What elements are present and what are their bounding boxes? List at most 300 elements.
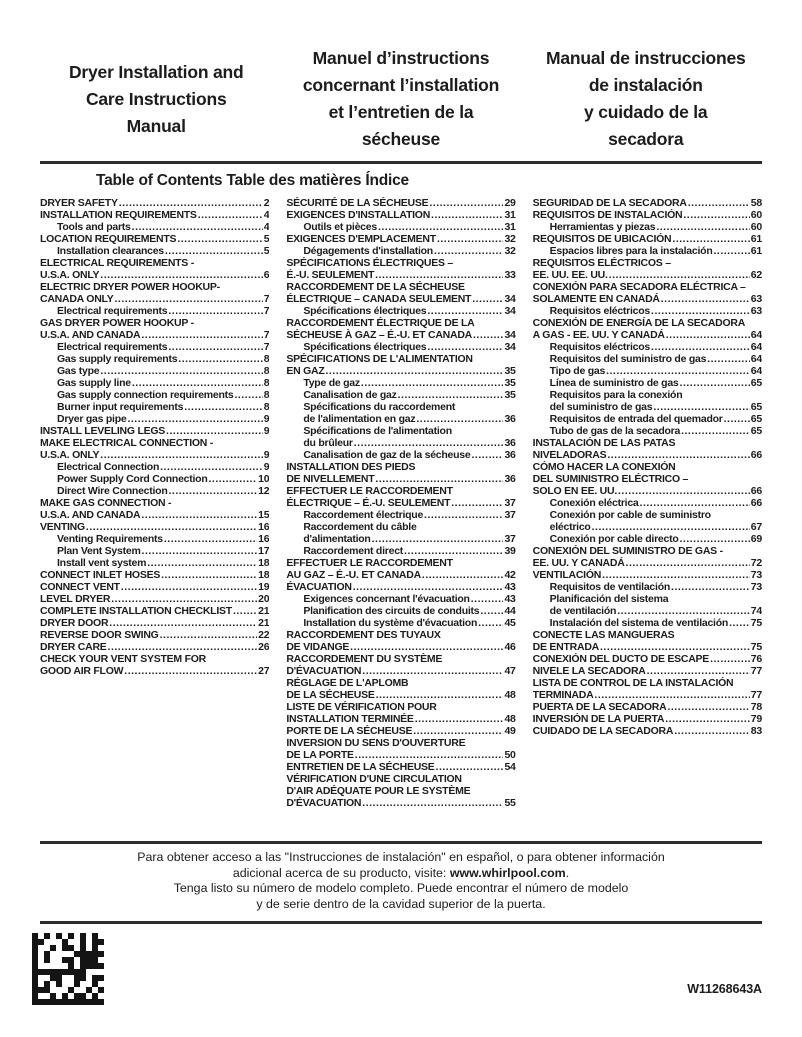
toc-entry-label: Venting Requirements (57, 533, 163, 545)
toc-entry-label: PORTE DE LA SÉCHEUSE (286, 725, 413, 737)
toc-leader-dots (609, 269, 750, 281)
toc-entry (533, 473, 762, 485)
toc-leader-dots (413, 725, 503, 737)
toc-entry-label: RACCORDEMENT DE LA SÉCHEUSE (286, 281, 465, 293)
toc-entry-page: 4 (263, 209, 270, 221)
toc-entry-page: 66 (750, 449, 762, 461)
toc-entry-label: SÉCURITÉ DE LA SÉCHEUSE (286, 197, 429, 209)
toc-leader-dots (178, 353, 262, 365)
toc-leader-dots (680, 533, 750, 545)
toc-leader-dots (354, 437, 504, 449)
toc-entry-page: 29 (504, 197, 516, 209)
toc-entry (286, 773, 515, 785)
toc-entry-label: ELECTRICAL REQUIREMENTS - (40, 257, 194, 269)
toc-entry-page: 62 (750, 269, 762, 281)
toc-entry (286, 209, 515, 221)
toc-entry-page: 18 (258, 557, 270, 569)
toc-leader-dots (100, 365, 262, 377)
toc-entry-page: 35 (504, 389, 516, 401)
toc-entry (286, 449, 515, 461)
toc-entry-label: INSTALACIÓN DE LAS PATAS (532, 437, 676, 449)
toc-entry (533, 533, 762, 545)
toc-entry-page: 64 (750, 353, 762, 365)
toc-entry-label: NIVELE LA SECADORA (532, 665, 646, 677)
notice-line: y de serie dentro de la cavidad superior de la puerta. (256, 896, 546, 911)
toc-leader-dots (656, 221, 749, 233)
toc-entry (40, 461, 269, 473)
title-line: concernant l’installation (302, 75, 500, 95)
spanish-access-notice (40, 844, 762, 921)
toc-entry-page: 15 (258, 509, 270, 521)
toc-entry-page: 37 (504, 533, 516, 545)
toc-entry (286, 461, 515, 473)
toc-entry-label: CONEXIÓN DE ENERGÍA DE LA SECADORA (532, 317, 746, 329)
toc-entry (40, 593, 269, 605)
toc-entry (533, 329, 762, 341)
toc-leader-dots (141, 329, 262, 341)
toc-entry (286, 281, 515, 293)
divider-notice-bottom (40, 921, 762, 924)
toc-entry-page: 7 (263, 293, 270, 305)
toc-entry (533, 701, 762, 713)
toc-entry (286, 425, 515, 437)
toc-entry (40, 413, 269, 425)
toc-entry-label: LOCATION REQUIREMENTS (40, 233, 177, 245)
toc-entry-page: 78 (750, 701, 762, 713)
toc-entry (533, 233, 762, 245)
data-matrix-barcode (32, 933, 104, 1005)
toc-entry-label: ÉLECTRIQUE – É.-U. SEULEMENT (286, 497, 451, 509)
toc-entry-label: Canalisation de gaz (303, 389, 397, 401)
toc-entry (40, 605, 269, 617)
toc-entry-page: 44 (504, 605, 516, 617)
toc-entry (40, 257, 269, 269)
toc-entry-label: É.-U. SEULEMENT (286, 269, 375, 281)
toc-leader-dots (427, 305, 503, 317)
toc-entry (40, 665, 269, 677)
toc-leader-dots (451, 497, 503, 509)
toc-entry-label: EFFECTUER LE RACCORDEMENT (286, 557, 453, 569)
toc-title: Table of Contents Table des matières Índice (96, 172, 409, 189)
toc-entry-page: 4 (263, 221, 270, 233)
toc-leader-dots (594, 689, 749, 701)
toc-entry-label: CONECTE LAS MANGUERAS (532, 629, 675, 641)
toc-entry-page: 77 (750, 689, 762, 701)
toc-entry-page: 18 (258, 569, 270, 581)
toc-entry (533, 677, 762, 689)
toc-leader-dots (607, 449, 749, 461)
toc-entry (286, 533, 515, 545)
toc-entry-page: 34 (504, 293, 516, 305)
title-line: y cuidado de la (584, 102, 708, 122)
toc-entry (286, 521, 515, 533)
toc-entry-label: Requisitos eléctricos (549, 305, 651, 317)
toc-entry-page: 60 (750, 221, 762, 233)
toc-entry-page: 9 (263, 425, 270, 437)
toc-leader-dots (111, 593, 257, 605)
toc-entry (286, 713, 515, 725)
toc-entry (286, 389, 515, 401)
toc-leader-dots (661, 293, 750, 305)
toc-entry-label: Gas supply line (57, 377, 131, 389)
toc-leader-dots (436, 761, 504, 773)
toc-column-spanish (533, 197, 762, 737)
toc-entry-label: CÓMO HACER LA CONEXIÓN (532, 461, 676, 473)
toc-leader-dots (362, 797, 503, 809)
toc-leader-dots (434, 245, 504, 257)
toc-entry (533, 377, 762, 389)
toc-entry-page: 34 (504, 305, 516, 317)
toc-entry-label: du brûleur (303, 437, 353, 449)
toc-entry-page: 10 (258, 473, 270, 485)
toc-entry-label: Install vent system (57, 557, 147, 569)
toc-leader-dots (177, 233, 262, 245)
toc-entry-page: 66 (750, 485, 762, 497)
toc-leader-dots (376, 689, 504, 701)
toc-entry (286, 269, 515, 281)
toc-entry-page: 2 (263, 197, 270, 209)
toc-entry-label: Spécifications électriques (303, 305, 427, 317)
toc-entry-page: 31 (504, 221, 516, 233)
toc-entry-label: VENTILACIÓN (532, 569, 602, 581)
toc-entry-label: AU GAZ – É.-U. ET CANADA (286, 569, 421, 581)
toc-entry (533, 593, 762, 605)
toc-leader-dots (353, 581, 504, 593)
toc-entry (533, 617, 762, 629)
toc-entry-label: LISTA DE CONTROL DE LA INSTALACIÓN (532, 677, 734, 689)
toc-entry (533, 221, 762, 233)
toc-entry (533, 581, 762, 593)
toc-entry-page: 65 (750, 401, 762, 413)
toc-entry (286, 749, 515, 761)
toc-leader-dots (141, 509, 257, 521)
toc-entry (286, 413, 515, 425)
toc-entry-label: Canalisation de gaz de la sécheuse (303, 449, 471, 461)
toc-entry-page: 34 (504, 341, 516, 353)
toc-leader-dots (121, 581, 257, 593)
toc-entry (533, 509, 762, 521)
toc-entry-label: INSTALLATION DES PIEDS (286, 461, 416, 473)
toc-entry (286, 557, 515, 569)
toc-leader-dots (127, 413, 262, 425)
toc-leader-dots (665, 713, 750, 725)
toc-leader-dots (108, 641, 258, 653)
toc-entry-label: Espacios libres para la instalación (549, 245, 713, 257)
toc-entry (533, 641, 762, 653)
title-line: Manuel d’instructions (312, 48, 490, 68)
toc-entry (286, 497, 515, 509)
toc-entry (286, 737, 515, 749)
title-french (282, 45, 519, 153)
toc-entry-label: Gas supply connection requirements (57, 389, 234, 401)
toc-entry-label: Raccordement direct (303, 545, 404, 557)
toc-entry (533, 269, 762, 281)
toc-entry-label: DE ENTRADA (532, 641, 599, 653)
toc-leader-dots (350, 641, 503, 653)
document-part-number: W11268643A (687, 982, 762, 997)
toc-leader-dots (165, 245, 263, 257)
toc-entry-label: DE VIDANGE (286, 641, 350, 653)
toc-entry-page: 67 (750, 521, 762, 533)
toc-leader-dots (132, 377, 263, 389)
toc-entry-label: EN GAZ (286, 365, 325, 377)
toc-leader-dots (375, 473, 503, 485)
toc-entry-page: 27 (258, 665, 270, 677)
toc-leader-dots (688, 197, 750, 209)
title-line: Dryer Installation and (68, 61, 244, 82)
toc-entry (40, 209, 269, 221)
toc-entry-page: 46 (504, 641, 516, 653)
toc-entry-label: U.S.A. ONLY (40, 269, 100, 281)
toc-entry-label: Requisitos de ventilación (549, 581, 671, 593)
toc-entry-label: Dégagements d'installation (303, 245, 433, 257)
toc-entry (40, 449, 269, 461)
toc-entry-page: 16 (258, 533, 270, 545)
toc-leader-dots (362, 665, 503, 677)
toc-entry (40, 329, 269, 341)
toc-entry-page: 6 (263, 269, 270, 281)
toc-entry-label: GOOD AIR FLOW (40, 665, 124, 677)
toc-entry-label: RÉGLAGE DE L'APLOMB (286, 677, 409, 689)
toc-entry-page: 65 (750, 377, 762, 389)
toc-entry-label: SOLO EN EE. UU. (532, 485, 618, 497)
toc-entry-label: INSTALLATION REQUIREMENTS (40, 209, 197, 221)
toc-entry-label: EE. UU. EE. UU. (532, 269, 608, 281)
toc-leader-dots (640, 497, 750, 509)
toc-entry (286, 365, 515, 377)
toc-entry-label: Conexión eléctrica (549, 497, 639, 509)
toc-entry-label: Gas supply requirements (57, 353, 178, 365)
toc-entry-page: 63 (750, 305, 762, 317)
toc-leader-dots (361, 377, 504, 389)
toc-entry-label: d'alimentation (303, 533, 371, 545)
toc-entry (533, 485, 762, 497)
toc-entry-page: 26 (258, 641, 270, 653)
toc-entry (533, 389, 762, 401)
toc-entry (286, 293, 515, 305)
toc-entry-label: Spécifications électriques (303, 341, 427, 353)
toc-leader-dots (666, 329, 750, 341)
toc-leader-dots (100, 449, 262, 461)
toc-leader-dots (681, 425, 750, 437)
toc-entry-page: 42 (504, 569, 516, 581)
toc-entry-label: EXIGENCES D'EMPLACEMENT (286, 233, 436, 245)
title-english (40, 59, 272, 140)
toc-entry (533, 245, 762, 257)
toc-leader-dots (671, 581, 750, 593)
toc-entry (286, 401, 515, 413)
toc-entry-page: 32 (504, 245, 516, 257)
toc-leader-dots (626, 557, 750, 569)
toc-entry-page: 65 (750, 413, 762, 425)
toc-entry (40, 317, 269, 329)
toc-entry-label: Installation clearances (57, 245, 164, 257)
toc-leader-dots (437, 233, 504, 245)
toc-entry-page: 8 (263, 401, 270, 413)
notice-line (40, 850, 762, 866)
toc-entry-page: 19 (258, 581, 270, 593)
toc-leader-dots (431, 209, 503, 221)
toc-entry-page: 75 (750, 617, 762, 629)
toc-entry-label: RACCORDEMENT DES TUYAUX (286, 629, 441, 641)
toc-entry-label: VÉRIFICATION D'UNE CIRCULATION (286, 773, 462, 785)
toc-entry (40, 557, 269, 569)
toc-entry-page: 50 (504, 749, 516, 761)
toc-entry-label: REVERSE DOOR SWING (40, 629, 159, 641)
toc-entry-page: 7 (263, 341, 270, 353)
toc-entry-page: 65 (750, 425, 762, 437)
notice-line (40, 866, 762, 882)
toc-entry-label: Electrical requirements (57, 341, 168, 353)
toc-entry (286, 761, 515, 773)
toc-entry-label: SPÉCIFICATIONS DE L'ALIMENTATION (286, 353, 473, 365)
title-line: secadora (608, 129, 684, 149)
toc-entry-label: CONEXIÓN DEL SUMINISTRO DE GAS - (532, 545, 723, 557)
toc-leader-dots (592, 521, 750, 533)
toc-leader-dots (119, 197, 263, 209)
toc-entry-page: 74 (750, 605, 762, 617)
toc-column-english (40, 197, 269, 677)
toc-entry (533, 437, 762, 449)
toc-entry (533, 317, 762, 329)
toc-entry-page: 47 (504, 665, 516, 677)
toc-leader-dots (161, 569, 257, 581)
toc-entry-label: del suministro de gas (549, 401, 653, 413)
toc-entry-page: 60 (750, 209, 762, 221)
toc-entry (286, 197, 515, 209)
toc-entry-label: SÉCHEUSE À GAZ – É.-U. ET CANADA (286, 329, 473, 341)
toc-entry-page: 9 (263, 461, 270, 473)
toc-entry (286, 341, 515, 353)
toc-entry-page: 21 (258, 617, 270, 629)
toc-entry-label: Requisitos de entrada del quemador (549, 413, 723, 425)
toc-entry-label: Tipo de gas (549, 365, 606, 377)
toc-entry-label: Planification des circuits de conduits (303, 605, 480, 617)
toc-entry (40, 293, 269, 305)
toc-entry (40, 653, 269, 665)
toc-entry-label: Burner input requirements (57, 401, 184, 413)
toc-entry-page: 61 (750, 233, 762, 245)
toc-leader-dots (109, 617, 257, 629)
toc-entry-page: 48 (504, 689, 516, 701)
toc-entry (40, 629, 269, 641)
toc-entry (286, 677, 515, 689)
toc-entry-label: ELECTRIC DRYER POWER HOOKUP- (40, 281, 220, 293)
notice-line: Tenga listo su número de modelo completo. Puede encontrar el número de modelo (173, 881, 629, 896)
toc-entry-label: MAKE GAS CONNECTION - (40, 497, 172, 509)
toc-entry-page: 54 (504, 761, 516, 773)
toc-entry-page: 39 (504, 545, 516, 557)
toc-entry-page: 21 (258, 605, 270, 617)
toc-entry-label: DE NIVELLEMENT (286, 473, 375, 485)
toc-entry (40, 569, 269, 581)
toc-entry (286, 509, 515, 521)
toc-entry (533, 197, 762, 209)
toc-entry-page: 36 (504, 473, 516, 485)
toc-entry-label: Exigences concernant l'évacuation (303, 593, 470, 605)
toc-entry (533, 557, 762, 569)
toc-leader-dots (724, 413, 750, 425)
toc-entry (40, 425, 269, 437)
toc-entry (40, 245, 269, 257)
toc-leader-dots (415, 713, 504, 725)
toc-entry-label: LEVEL DRYER (40, 593, 111, 605)
toc-entry (286, 233, 515, 245)
toc-entry-page: 66 (750, 497, 762, 509)
toc-entry-page: 36 (504, 437, 516, 449)
toc-entry-label: Tubo de gas de la secadora (549, 425, 681, 437)
toc-entry-label: A GAS - EE. UU. Y CANADÁ (532, 329, 665, 341)
toc-entry (286, 257, 515, 269)
toc-leader-dots (398, 389, 504, 401)
toc-leader-dots (429, 197, 503, 209)
toc-entry (40, 617, 269, 629)
toc-entry-page: 55 (504, 797, 516, 809)
toc-entry (40, 377, 269, 389)
toc-entry (286, 485, 515, 497)
toc-leader-dots (602, 569, 750, 581)
toc-leader-dots (651, 305, 750, 317)
toc-entry-page: 31 (504, 209, 516, 221)
toc-entry-label: CONEXIÓN DEL DUCTO DE ESCAPE (532, 653, 710, 665)
toc-entry-label: INSTALL LEVELING LEGS (40, 425, 166, 437)
notice-text: . (565, 865, 570, 880)
toc-entry-label: RACCORDEMENT DU SYSTÈME (286, 653, 443, 665)
toc-leader-dots (378, 221, 504, 233)
toc-entry-label: DRYER CARE (40, 641, 107, 653)
toc-entry-label: ENTRETIEN DE LA SÉCHEUSE (286, 761, 435, 773)
title-line: de instalación (588, 75, 703, 95)
toc-entry-page: 64 (750, 341, 762, 353)
toc-entry (286, 437, 515, 449)
toc-entry-label: Power Supply Cord Connection (57, 473, 208, 485)
divider-top (40, 161, 762, 164)
toc-entry-page: 8 (263, 353, 270, 365)
toc-leader-dots (478, 617, 503, 629)
toc-entry-label: NIVELADORAS (532, 449, 607, 461)
title-line: Manual de instrucciones (545, 48, 746, 68)
toc-leader-dots (472, 293, 503, 305)
toc-entry (286, 701, 515, 713)
toc-entry-label: REQUISITOS DE UBICACIÓN (532, 233, 672, 245)
whirlpool-url: www.whirlpool.com (449, 865, 566, 880)
toc-entry-label: EFFECTUER LE RACCORDEMENT (286, 485, 453, 497)
toc-entry-page: 33 (504, 269, 516, 281)
toc-entry (533, 413, 762, 425)
toc-entry-label: Requisitos para la conexión (549, 389, 683, 401)
toc-entry-page: 17 (258, 545, 270, 557)
toc-entry-label: INSTALLATION TERMINÉE (286, 713, 414, 725)
title-spanish (530, 45, 762, 153)
toc-entry (533, 665, 762, 677)
toc-entry-label: Spécifications de l'alimentation (303, 425, 452, 437)
toc-entry-page: 7 (263, 305, 270, 317)
toc-entry (40, 281, 269, 293)
toc-entry (40, 545, 269, 557)
toc-entry-page: 9 (263, 449, 270, 461)
toc-entry-label: U.S.A. AND CANADA (40, 329, 141, 341)
toc-leader-dots (372, 533, 504, 545)
toc-entry-label: DE LA SÉCHEUSE (286, 689, 375, 701)
toc-entry-page: 43 (504, 593, 516, 605)
toc-entry (533, 353, 762, 365)
toc-entry-label: CUIDADO DE LA SECADORA (532, 725, 674, 737)
toc-entry-page: 9 (263, 413, 270, 425)
toc-entry (533, 293, 762, 305)
toc-entry (286, 473, 515, 485)
toc-leader-dots (132, 221, 263, 233)
toc-entry (286, 329, 515, 341)
